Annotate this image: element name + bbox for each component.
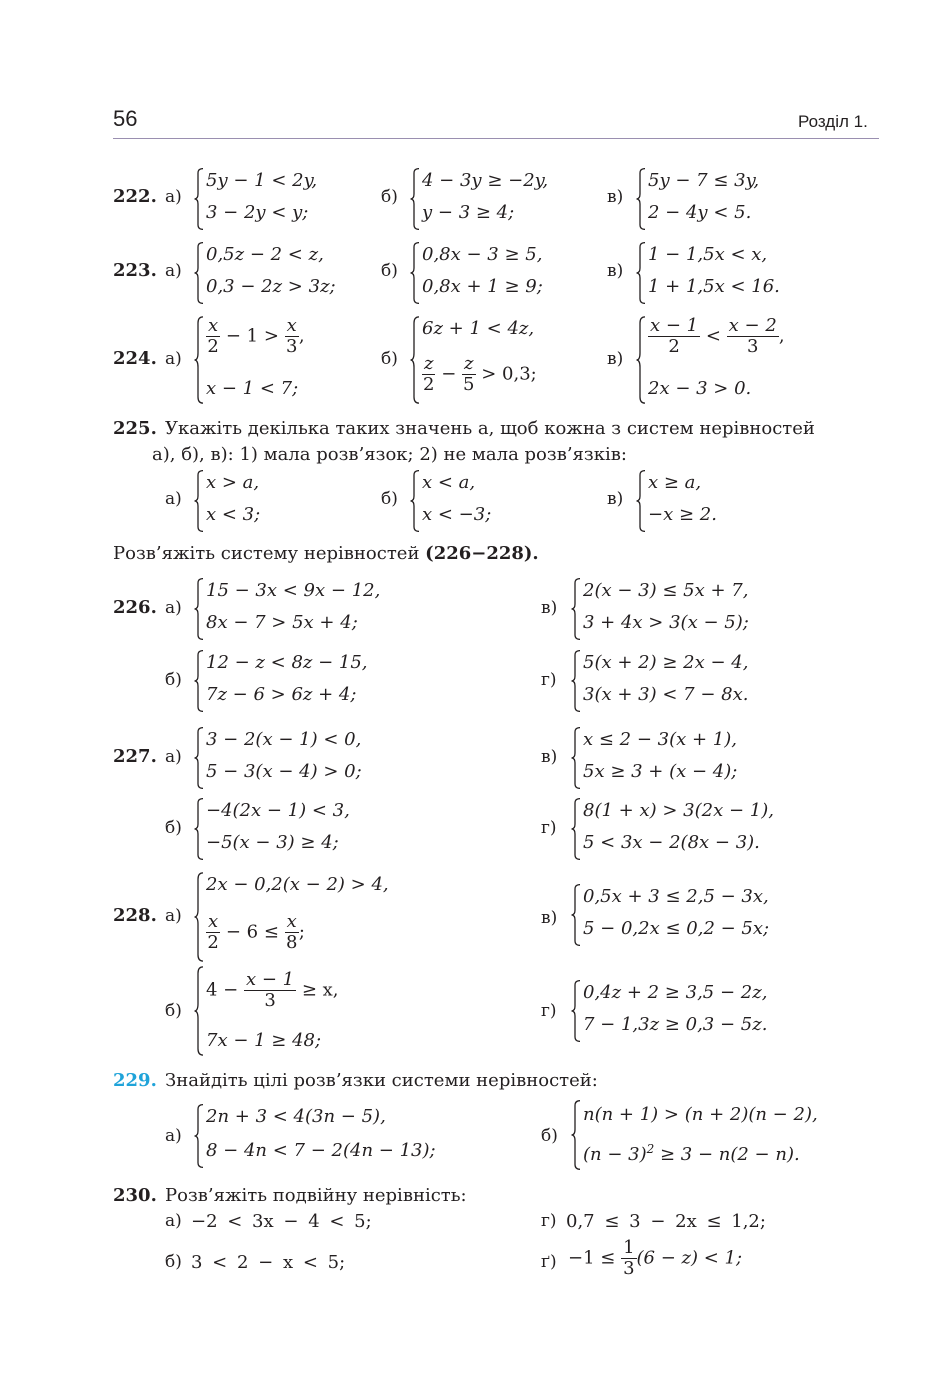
brace-icon	[571, 884, 581, 946]
problem-number-226: 226.	[113, 597, 157, 618]
problem-number-224: 224.	[113, 348, 157, 369]
fraction: $\frac{x - 2}{3}$	[728, 315, 777, 357]
label-224v: в)	[607, 349, 624, 369]
label-230v: г)	[541, 1211, 557, 1231]
ineq-line: 2n + 3 < 4(3n − 5),	[206, 1106, 386, 1127]
ineq-line: x > a,	[206, 472, 260, 493]
brace-icon	[571, 1100, 581, 1170]
system-226g	[571, 650, 791, 712]
ineq-line: 5x ≥ 3 + (x − 4);	[583, 761, 738, 782]
ineq-line: 5 < 3x − 2(8x − 3).	[583, 832, 760, 853]
ineq-line: 7z − 6 > 6z + 4;	[206, 684, 357, 705]
brace-icon	[410, 316, 420, 404]
label-225v: в)	[607, 489, 624, 509]
ineq-line: 5y − 7 ≤ 3y,	[648, 170, 760, 191]
system-225a	[194, 470, 314, 532]
brace-icon	[571, 650, 581, 712]
brace-icon	[410, 168, 420, 230]
label-223b: б)	[381, 261, 398, 281]
ineq-line: 3 + 4x > 3(x − 5);	[583, 612, 749, 633]
brace-icon	[571, 980, 581, 1042]
ineq-230b: 3 < 2 − x < 5;	[191, 1252, 346, 1273]
brace-icon	[194, 872, 204, 962]
fraction: $\frac{x}{8}$	[286, 911, 298, 953]
ineq-line: 1 + 1,5x < 16.	[648, 276, 780, 297]
system-227b	[194, 798, 394, 860]
label-223v: в)	[607, 261, 624, 281]
label-225b: б)	[381, 489, 398, 509]
label-230b: б)	[165, 1252, 182, 1272]
ineq-line: 8(1 + x) > 3(2x − 1),	[583, 800, 774, 821]
ineq-line: 6z + 1 < 4z,	[422, 318, 535, 339]
brace-icon	[194, 316, 204, 404]
ineq-line: y − 3 ≥ 4;	[422, 202, 515, 223]
ineq-line: −4(2x − 1) < 3,	[206, 800, 350, 821]
ineq-line: $(n - 3)^2 \ge 3 - n(2 - n)$.	[583, 1142, 800, 1165]
ineq-230a: −2 < 3x − 4 < 5;	[191, 1211, 372, 1232]
system-222a	[194, 168, 354, 230]
label-226a: а)	[165, 598, 182, 618]
system-224a	[194, 316, 364, 404]
system-227a	[194, 727, 394, 789]
fraction: $\frac{z}{2}$	[423, 353, 435, 395]
ineq-230g: −1 ≤ $\frac{1}{3}$ (6 − z) < 1;	[568, 1237, 743, 1279]
label-227v: в)	[541, 747, 558, 767]
ineq-line: n(n + 1) > (n + 2)(n − 2),	[583, 1104, 818, 1125]
fraction: $\frac{x - 1}{2}$	[650, 315, 699, 357]
label-222b: б)	[381, 187, 398, 207]
problem-number-227: 227.	[113, 746, 157, 767]
problem-number-228: 228.	[113, 905, 157, 926]
brace-icon	[194, 242, 204, 304]
label-224a: а)	[165, 349, 182, 369]
system-224b	[410, 316, 580, 404]
ineq-line: −5(x − 3) ≥ 4;	[206, 832, 339, 853]
system-222b	[410, 168, 570, 230]
system-225b	[410, 470, 530, 532]
ineq-line: $\frac{x}{2}$ − 6 ≤ $\frac{x}{8}$ ;	[207, 911, 305, 953]
system-223a	[194, 242, 354, 304]
system-226a	[194, 578, 394, 640]
fraction: $\frac{1}{3}$	[623, 1237, 635, 1279]
ineq-line: x < −3;	[422, 504, 492, 525]
ineq-line: 5 − 3(x − 4) > 0;	[206, 761, 362, 782]
ineq-line: 7x − 1 ≥ 48;	[206, 1030, 322, 1051]
system-228g	[571, 980, 791, 1042]
ineq-line: x ≤ 2 − 3(x + 1),	[583, 729, 738, 750]
ineq-line: 5y − 1 < 2y,	[206, 170, 318, 191]
problem-text-225-line1: Укажіть декілька таких значень a, щоб кожна з систем нерівностей	[165, 418, 815, 439]
ineq-line: $\frac{z}{2}$ − $\frac{z}{5}$ > 0,3;	[423, 353, 537, 395]
system-228a	[194, 872, 414, 962]
problem-text-225-line2: а), б), в): 1) мала розв’язок; 2) не мала розв’язків:	[152, 444, 627, 465]
ineq-line: 0,4z + 2 ≥ 3,5 − 2z,	[583, 982, 768, 1003]
system-223v	[636, 242, 796, 304]
label-223a: а)	[165, 261, 182, 281]
label-227b: б)	[165, 818, 182, 838]
system-228v	[571, 884, 791, 946]
header-rule	[113, 138, 879, 139]
section-title: Розділ 1.	[798, 112, 868, 131]
label-228b: б)	[165, 1001, 182, 1021]
ineq-line: 0,5x + 3 ≤ 2,5 − 3x,	[583, 886, 769, 907]
brace-icon	[194, 168, 204, 230]
label-230a: а)	[165, 1211, 182, 1231]
brace-icon	[636, 242, 646, 304]
ineq-line: 5 − 0,2x ≤ 0,2 − 5x;	[583, 918, 770, 939]
system-227g	[571, 798, 811, 860]
ineq-line: 3 − 2(x − 1) < 0,	[206, 729, 362, 750]
label-226b: б)	[165, 670, 182, 690]
system-226v	[571, 578, 791, 640]
label-227g: г)	[541, 818, 557, 838]
ineq-line: −x ≥ 2.	[648, 504, 717, 525]
brace-icon	[194, 650, 204, 712]
ineq-line: 15 − 3x < 9x − 12,	[206, 580, 381, 601]
ineq-line: 12 − z < 8z − 15,	[206, 652, 368, 673]
ineq-line: 0,8x + 1 ≥ 9;	[422, 276, 543, 297]
brace-icon	[571, 578, 581, 640]
brace-icon	[636, 316, 646, 404]
system-223b	[410, 242, 570, 304]
label-228g: г)	[541, 1001, 557, 1021]
ineq-line: 2 − 4y < 5.	[648, 202, 752, 223]
ineq-line: 8 − 4n < 7 − 2(4n − 13);	[206, 1140, 436, 1161]
ineq-line: 4 − $\frac{x - 1}{3}$ ≥ x,	[206, 969, 339, 1011]
instruction-text	[113, 543, 539, 564]
label-228v: в)	[541, 908, 558, 928]
fraction: $\frac{x}{3}$	[286, 315, 298, 357]
problem-number-229: 229.	[113, 1070, 157, 1091]
instruction-range: (226−228).	[425, 543, 539, 564]
problem-text-229: Знайдіть цілі розв’язки системи нерівностей:	[165, 1070, 598, 1091]
ineq-line: x < a,	[422, 472, 476, 493]
problem-number-230: 230.	[113, 1185, 157, 1206]
brace-icon	[194, 1104, 204, 1168]
fraction: $\frac{x}{2}$	[207, 315, 219, 357]
page-number: 56	[113, 106, 138, 131]
system-229b	[571, 1100, 821, 1170]
system-229a	[194, 1104, 434, 1168]
ineq-line: 0,8x − 3 ≥ 5,	[422, 244, 543, 265]
brace-icon	[571, 727, 581, 789]
label-224b: б)	[381, 349, 398, 369]
ineq-line: 3(x + 3) < 7 − 8x.	[583, 684, 749, 705]
ineq-line: 2x − 3 > 0.	[648, 378, 752, 399]
label-230g: ґ)	[541, 1252, 557, 1272]
brace-icon	[194, 727, 204, 789]
label-226v: в)	[541, 598, 558, 618]
brace-icon	[194, 578, 204, 640]
fraction: $\frac{z}{5}$	[463, 353, 475, 395]
label-222v: в)	[607, 187, 624, 207]
ineq-line: 1 − 1,5x < x,	[648, 244, 768, 265]
problem-number-223: 223.	[113, 260, 157, 281]
label-227a: а)	[165, 747, 182, 767]
label-229a: а)	[165, 1126, 182, 1146]
brace-icon	[636, 470, 646, 532]
ineq-line: x ≥ a,	[648, 472, 702, 493]
brace-icon	[410, 470, 420, 532]
brace-icon	[636, 168, 646, 230]
ineq-line: 0,5z − 2 < z,	[206, 244, 324, 265]
brace-icon	[410, 242, 420, 304]
system-226b	[194, 650, 394, 712]
ineq-230v: 0,7 ≤ 3 − 2x ≤ 1,2;	[566, 1211, 766, 1232]
ineq-line: 7 − 1,3z ≥ 0,3 − 5z.	[583, 1014, 768, 1035]
system-224v	[636, 316, 796, 404]
brace-icon	[194, 470, 204, 532]
system-228b	[194, 966, 394, 1056]
ineq-line: x − 1 < 7;	[206, 378, 299, 399]
ineq-line: x < 3;	[206, 504, 261, 525]
ineq-line: 5(x + 2) ≥ 2x − 4,	[583, 652, 749, 673]
ineq-line: 8x − 7 > 5x + 4;	[206, 612, 358, 633]
fraction: $\frac{x}{2}$	[207, 911, 219, 953]
system-222v	[636, 168, 796, 230]
system-227v	[571, 727, 791, 789]
ineq-line: 2(x − 3) ≤ 5x + 7,	[583, 580, 749, 601]
ineq-line: 2x − 0,2(x − 2) > 4,	[206, 874, 389, 895]
fraction: $\frac{x - 1}{3}$	[245, 969, 295, 1011]
brace-icon	[571, 798, 581, 860]
label-226g: г)	[541, 670, 557, 690]
label-228a: а)	[165, 906, 182, 926]
ineq-line: 3 − 2y < y;	[206, 202, 309, 223]
problem-number-222: 222.	[113, 186, 157, 207]
ineq-line: $\frac{x}{2}$ − 1 > $\frac{x}{3}$ ,	[207, 315, 305, 357]
brace-icon	[194, 798, 204, 860]
problem-number-225: 225.	[113, 418, 157, 439]
label-222a: а)	[165, 187, 182, 207]
instruction-label: Розв’яжіть систему нерівностей	[113, 543, 426, 564]
problem-text-230: Розв’яжіть подвійну нерівність:	[165, 1185, 467, 1206]
brace-icon	[194, 966, 204, 1056]
ineq-line: 4 − 3y ≥ −2y,	[422, 170, 549, 191]
label-225a: а)	[165, 489, 182, 509]
system-225v	[636, 470, 756, 532]
ineq-line: $\frac{x - 1}{2}$ < $\frac{x - 2}{3}$ ,	[650, 315, 785, 357]
label-229b: б)	[541, 1126, 558, 1146]
ineq-line: 0,3 − 2z > 3z;	[206, 276, 336, 297]
